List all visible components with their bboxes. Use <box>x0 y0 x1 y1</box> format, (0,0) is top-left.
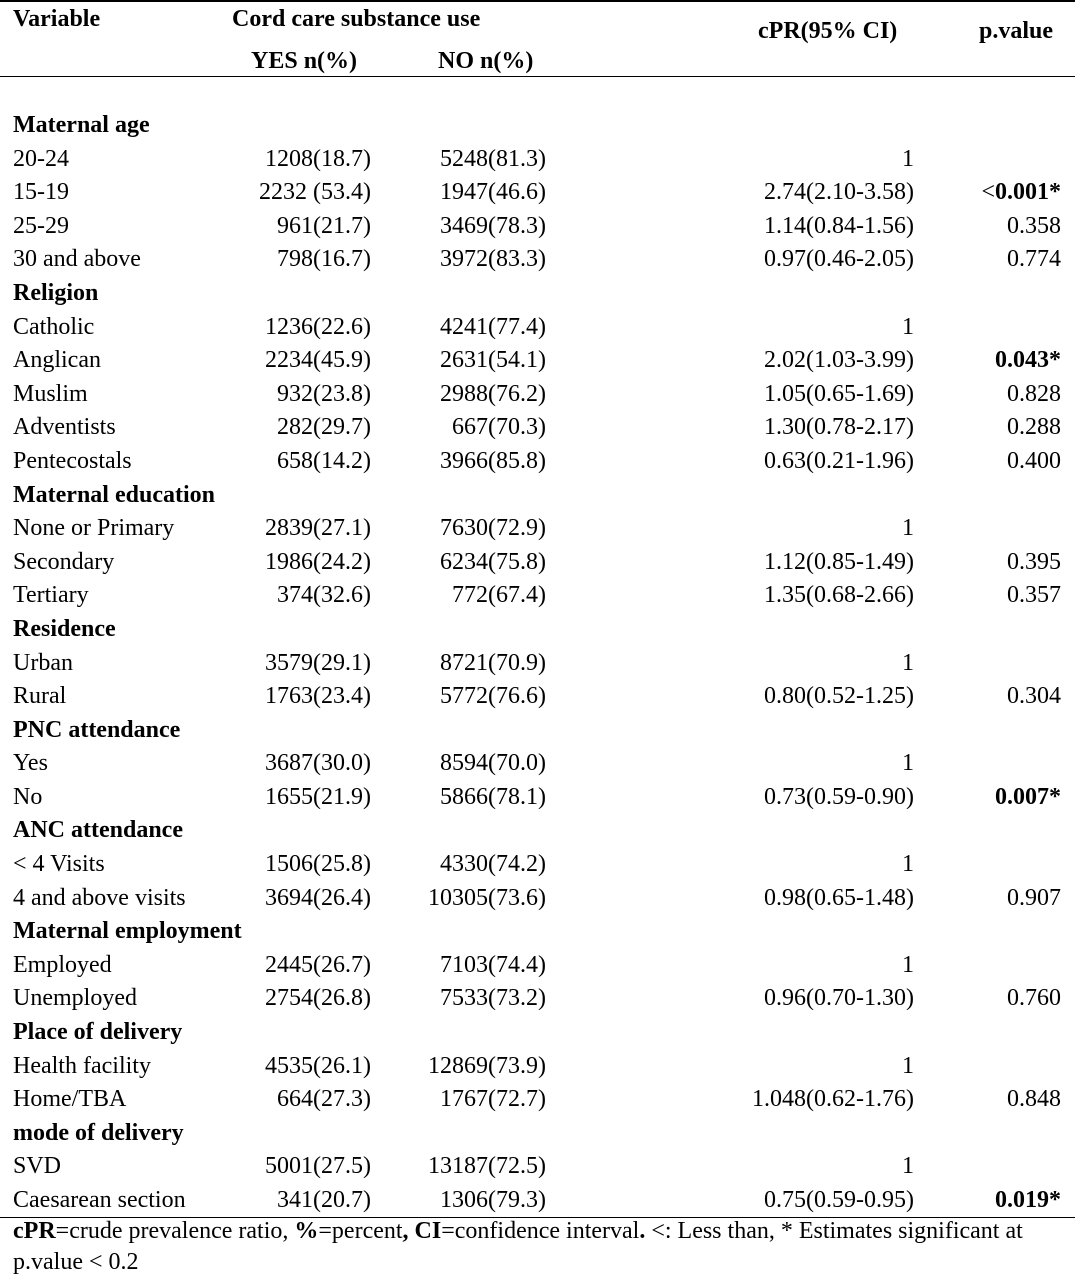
header-yes: YES n(%) <box>251 48 358 74</box>
cpr-cell: 1.14(0.84-1.56) <box>764 212 914 239</box>
cpr-cell: 1.30(0.78-2.17) <box>764 414 914 441</box>
yes-cell: 798(16.7) <box>277 246 371 273</box>
variable-cell: Caesarean section <box>13 1187 186 1213</box>
pvalue-text: 0.358 <box>1007 212 1061 239</box>
no-cell: 7103(74.4) <box>440 951 546 978</box>
pvalue-text: 0.760 <box>1007 985 1061 1012</box>
section-header-row <box>0 1116 1075 1150</box>
yes-cell: 658(14.2) <box>277 447 371 474</box>
variable-cell: 15-19 <box>13 179 69 206</box>
yes-cell: 3687(30.0) <box>265 750 371 777</box>
pvalue-text: 0.395 <box>1007 548 1061 575</box>
header-pvalue: p.value <box>979 18 1054 44</box>
no-cell: 10305(73.6) <box>428 884 546 911</box>
no-cell: 4241(77.4) <box>440 313 546 340</box>
yes-cell: 664(27.3) <box>277 1086 371 1113</box>
cpr-cell: 2.74(2.10-3.58) <box>764 179 914 206</box>
yes-cell: 2445(26.7) <box>265 951 371 978</box>
cpr-cell: 0.80(0.52-1.25) <box>764 683 914 710</box>
table-row <box>0 343 1075 377</box>
section-header-row <box>0 1015 1075 1049</box>
variable-cell: 30 and above <box>13 246 141 273</box>
variable-cell: 4 and above visits <box>13 884 186 911</box>
no-cell: 5866(78.1) <box>440 783 546 810</box>
variable-cell: < 4 Visits <box>13 851 105 878</box>
yes-cell: 1208(18.7) <box>265 145 371 172</box>
footnote-part: , CI <box>402 1218 442 1244</box>
yes-cell: 282(29.7) <box>277 414 371 441</box>
pvalue-cell <box>1007 983 1061 1013</box>
table-row <box>0 511 1075 545</box>
cpr-cell: 1 <box>902 313 914 340</box>
yes-cell: 5001(27.5) <box>265 1153 371 1180</box>
section-label: Maternal education <box>13 481 215 508</box>
section-header-row <box>0 713 1075 747</box>
yes-cell: 2232 (53.4) <box>259 179 371 206</box>
yes-cell: 341(20.7) <box>277 1187 371 1213</box>
cpr-cell: 1 <box>902 1052 914 1079</box>
pvalue-cell <box>995 782 1061 812</box>
no-cell: 12869(73.9) <box>428 1052 546 1079</box>
table-row <box>0 881 1075 915</box>
cpr-cell: 1.35(0.68-2.66) <box>764 582 914 609</box>
no-cell: 3972(83.3) <box>440 246 546 273</box>
cpr-cell: 1 <box>902 515 914 542</box>
pvalue-prefix: < <box>981 179 995 206</box>
no-cell: 3966(85.8) <box>440 447 546 474</box>
cpr-cell: 1 <box>902 851 914 878</box>
no-cell: 13187(72.5) <box>428 1153 546 1180</box>
pvalue-cell <box>1007 1084 1061 1114</box>
table-row <box>0 545 1075 579</box>
cpr-cell: 0.98(0.65-1.48) <box>764 884 914 911</box>
table-row <box>0 746 1075 780</box>
cpr-cell: 1 <box>902 951 914 978</box>
cpr-cell: 0.73(0.59-0.90) <box>764 783 914 810</box>
section-label: Maternal employment <box>13 918 242 945</box>
section-header-row <box>0 108 1075 142</box>
table-row <box>0 444 1075 478</box>
header-cpr: cPR(95% CI) <box>758 18 898 44</box>
yes-cell: 2839(27.1) <box>265 515 371 542</box>
pvalue-cell <box>1007 580 1061 610</box>
yes-cell: 961(21.7) <box>277 212 371 239</box>
pvalue-text: 0.848 <box>1007 1086 1061 1113</box>
pvalue-cell <box>1007 446 1061 476</box>
variable-cell: Home/TBA <box>13 1086 127 1113</box>
cpr-cell: 1.12(0.85-1.49) <box>764 548 914 575</box>
pvalue-text: 0.828 <box>1007 380 1061 407</box>
cpr-cell: 0.75(0.59-0.95) <box>764 1187 914 1213</box>
pvalue-text: 0.043* <box>995 347 1061 374</box>
top-rule <box>0 0 1075 2</box>
yes-cell: 2234(45.9) <box>265 347 371 374</box>
footnote-part: <: Less than, * Estimates significant at p.value < 0.2 <box>13 1218 1023 1275</box>
yes-cell: 1236(22.6) <box>265 313 371 340</box>
variable-cell: Secondary <box>13 548 115 575</box>
variable-cell: Catholic <box>13 313 95 340</box>
no-cell: 1767(72.7) <box>440 1086 546 1113</box>
cpr-cell: 1 <box>902 750 914 777</box>
no-cell: 7630(72.9) <box>440 515 546 542</box>
variable-cell: Employed <box>13 951 112 978</box>
yes-cell: 374(32.6) <box>277 582 371 609</box>
table-row <box>0 646 1075 680</box>
no-cell: 772(67.4) <box>452 582 546 609</box>
variable-cell: Yes <box>13 750 48 777</box>
no-cell: 7533(73.2) <box>440 985 546 1012</box>
no-cell: 1306(79.3) <box>440 1187 546 1213</box>
table-row <box>0 1082 1075 1116</box>
footnote <box>13 1216 1063 1278</box>
variable-cell: No <box>13 783 43 810</box>
pvalue-text: 0.304 <box>1007 683 1061 710</box>
pvalue-cell <box>995 1185 1061 1215</box>
cpr-cell: 0.63(0.21-1.96) <box>764 447 914 474</box>
no-cell: 8721(70.9) <box>440 649 546 676</box>
variable-cell: Rural <box>13 683 67 710</box>
variable-cell: None or Primary <box>13 515 175 542</box>
yes-cell: 3579(29.1) <box>265 649 371 676</box>
pvalue-cell <box>1007 211 1061 241</box>
pvalue-cell <box>1007 547 1061 577</box>
variable-cell: Tertiary <box>13 582 89 609</box>
variable-cell: 25-29 <box>13 212 69 239</box>
variable-cell: 20-24 <box>13 145 69 172</box>
pvalue-cell <box>1007 379 1061 409</box>
table-row <box>0 1049 1075 1083</box>
cpr-cell: 1.048(0.62-1.76) <box>752 1086 914 1113</box>
table-body <box>0 108 1075 1217</box>
no-cell: 4330(74.2) <box>440 851 546 878</box>
section-header-row <box>0 478 1075 512</box>
table-row <box>0 981 1075 1015</box>
footnote-part: =crude prevalence ratio, <box>55 1218 295 1244</box>
cpr-cell: 1 <box>902 649 914 676</box>
yes-cell: 4535(26.1) <box>265 1052 371 1079</box>
yes-cell: 1763(23.4) <box>265 683 371 710</box>
table-row <box>0 310 1075 344</box>
header-group: Cord care substance use <box>232 6 481 32</box>
pvalue-text: 0.001* <box>995 179 1061 206</box>
section-label: mode of delivery <box>13 1119 184 1146</box>
table-row <box>0 377 1075 411</box>
no-cell: 2631(54.1) <box>440 347 546 374</box>
yes-cell: 3694(26.4) <box>265 884 371 911</box>
variable-cell: Unemployed <box>13 985 137 1012</box>
table-row <box>0 1149 1075 1183</box>
section-label: Maternal age <box>13 112 150 138</box>
no-cell: 3469(78.3) <box>440 212 546 239</box>
pvalue-text: 0.400 <box>1007 447 1061 474</box>
section-label: Residence <box>13 615 116 642</box>
cpr-cell: 1.05(0.65-1.69) <box>764 380 914 407</box>
variable-cell: Anglican <box>13 347 101 374</box>
table-row <box>0 175 1075 209</box>
table-row <box>0 242 1075 276</box>
no-cell: 5772(76.6) <box>440 683 546 710</box>
pvalue-text: 0.907 <box>1007 884 1061 911</box>
yes-cell: 1506(25.8) <box>265 851 371 878</box>
cpr-cell: 1 <box>902 145 914 172</box>
section-header-row <box>0 612 1075 646</box>
cpr-cell: 0.97(0.46-2.05) <box>764 246 914 273</box>
yes-cell: 2754(26.8) <box>265 985 371 1012</box>
table-row <box>0 410 1075 444</box>
pvalue-cell <box>1007 883 1061 913</box>
no-cell: 2988(76.2) <box>440 380 546 407</box>
pvalue-text: 0.019* <box>995 1187 1061 1213</box>
section-label: Place of delivery <box>13 1019 183 1046</box>
table-row <box>0 142 1075 176</box>
no-cell: 6234(75.8) <box>440 548 546 575</box>
variable-cell: Adventists <box>13 414 116 441</box>
no-cell: 8594(70.0) <box>440 750 546 777</box>
cpr-cell: 1 <box>902 1153 914 1180</box>
no-cell: 667(70.3) <box>452 414 546 441</box>
no-cell: 5248(81.3) <box>440 145 546 172</box>
pvalue-text: 0.007* <box>995 783 1061 810</box>
pvalue-text: 0.288 <box>1007 414 1061 441</box>
table-row <box>0 948 1075 982</box>
pvalue-cell <box>1007 681 1061 711</box>
variable-cell: Urban <box>13 649 73 676</box>
pvalue-text: 0.774 <box>1007 246 1061 273</box>
footnote-part: . <box>639 1218 646 1244</box>
header-variable: Variable <box>13 6 101 32</box>
section-label: ANC attendance <box>13 817 183 844</box>
variable-cell: SVD <box>13 1153 62 1180</box>
footnote-part: =confidence interval <box>441 1218 640 1244</box>
table-row <box>0 679 1075 713</box>
yes-cell: 1655(21.9) <box>265 783 371 810</box>
footnote-part: =percent <box>318 1218 403 1244</box>
table-row <box>0 578 1075 612</box>
pvalue-cell <box>981 177 1061 207</box>
table-row <box>0 780 1075 814</box>
table-row <box>0 209 1075 243</box>
pvalue-cell <box>1007 244 1061 274</box>
cpr-cell: 0.96(0.70-1.30) <box>764 985 914 1012</box>
variable-cell: Muslim <box>13 380 88 407</box>
pvalue-cell <box>995 345 1061 375</box>
yes-cell: 1986(24.2) <box>265 548 371 575</box>
section-header-row <box>0 914 1075 948</box>
header-rule <box>0 76 1075 77</box>
yes-cell: 932(23.8) <box>277 380 371 407</box>
table-row <box>0 847 1075 881</box>
header-no: NO n(%) <box>438 48 534 74</box>
pvalue-text: 0.357 <box>1007 582 1061 609</box>
cpr-cell: 2.02(1.03-3.99) <box>764 347 914 374</box>
no-cell: 1947(46.6) <box>440 179 546 206</box>
variable-cell: Health facility <box>13 1052 151 1079</box>
variable-cell: Pentecostals <box>13 447 132 474</box>
table-row <box>0 1183 1075 1217</box>
section-header-row <box>0 813 1075 847</box>
footnote-part: cPR <box>13 1218 56 1244</box>
section-label: Religion <box>13 279 99 306</box>
section-label: PNC attendance <box>13 716 181 743</box>
section-header-row <box>0 276 1075 310</box>
footnote-part: % <box>294 1218 319 1244</box>
pvalue-cell <box>1007 412 1061 442</box>
